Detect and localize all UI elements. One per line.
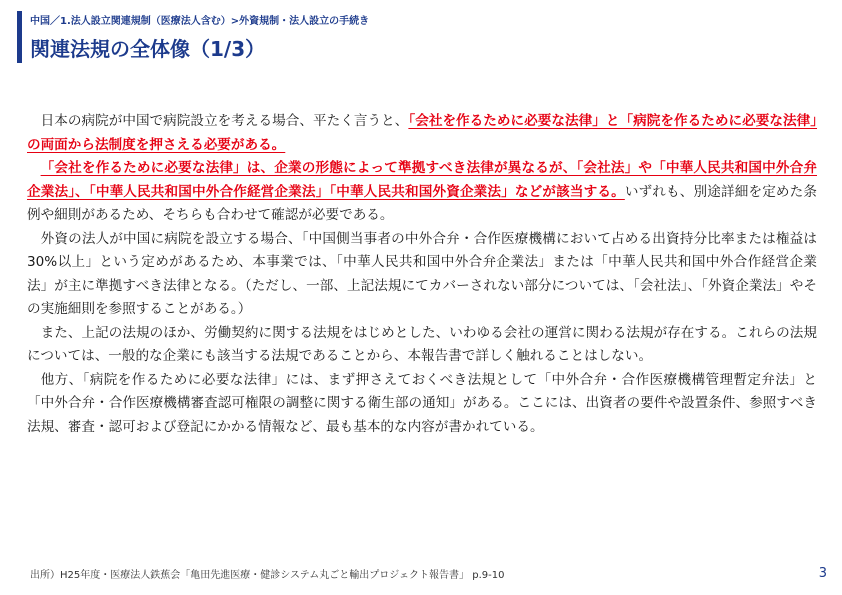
paragraph-1-lead: 日本の病院が中国で病院設立を考える場合、平たく言うと、	[40, 113, 409, 129]
paragraph-1	[27, 110, 817, 157]
paragraph-2-highlight: 「会社を作るために必要な法律」は、企業の形態によって準拠すべき法律が異なるが、「会社法」や「中華人民共和国中外合弁企業法」、「中華人民共和国中外合作経営企業法」「中華人民共和国外資企業法」などが該当する。	[27, 160, 817, 200]
paragraph-1-highlight: 「会社を作るために必要な法律」と「病院を作るために必要な法律」の両面から法制度を押さえる必要がある。	[27, 113, 818, 153]
paragraph-4: また、上記の法規のほか、労働契約に関する法規をはじめとした、いわゆる会社の運営に関わる法規が存在する。これらの法規については、一般的な企業にも該当する法規であることから、本報告書で詳しく触れることはしない。	[27, 324, 817, 364]
source-citation: 出所）H25年度・医療法人鉄蕉会「亀田先進医療・健診システム丸ごと輸出プロジェクト報告書」 p.9-10	[30, 570, 505, 581]
paragraph-3: 外資の法人が中国に病院を設立する場合、「中国側当事者の中外合弁・合作医療機構において占める出資持分比率または権益は30%以上」という定めがあるため、本事業では、「中華人民共和国中外合弁企業法」または「中華人民共和国中外合作経営企業法」が主に準拠すべき法律となる。（ただし、一部、上記法規にてカバーされない部分については、「会社法」、「外資企業法」やその実施細則を参照することがある。）	[27, 230, 817, 317]
page-title: 関連法規の全体像（1/3）	[30, 37, 266, 61]
title-accent-bar	[17, 11, 22, 63]
body-text	[27, 110, 817, 439]
page-number: 3	[818, 566, 827, 581]
paragraph-2	[27, 157, 817, 228]
paragraph-5: 他方、「病院を作るために必要な法律」には、まず押さえておくべき法規として「中外合弁・合作医療機構管理暫定弁法」と「中外合弁・合作医療機構審査認可権限の調整に関する衛生部の通知」がある。ここには、出資者の要件や設置条件、参照すべき法規、審査・認可および登記にかかる情報など、最も基本的な内容が書かれている。	[27, 371, 817, 435]
breadcrumb: 中国／1.法人設立関連規制（医療法人含む）>外資規制・法人設立の手続き	[30, 16, 370, 27]
paragraph-2-rest: いずれも、別途詳細を定めた条例や細則があるため、そちらも合わせて確認が必要である。	[27, 183, 817, 223]
